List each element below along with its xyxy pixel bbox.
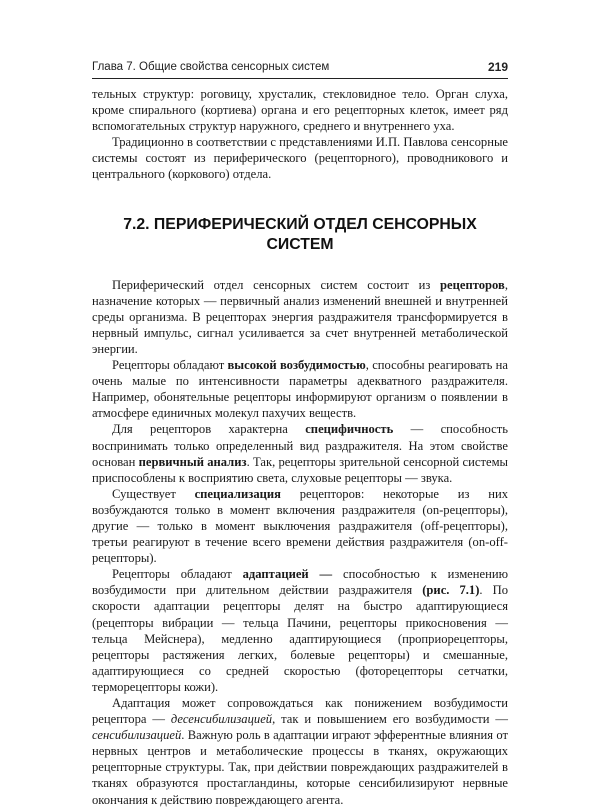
p8-text-c: , так и повышением его возбудимости — [272,712,508,727]
p7-text-c: способностью к изменению возбудимости при длительном действии раздражителя [92,567,508,598]
p4-term-excitability: высокой возбудимостью [227,358,366,373]
p8-term-desensitization: десенсибилизацией [170,712,273,727]
p6-text-a: Существует [112,486,195,501]
p7-text-a: Рецепторы обладают [112,567,243,582]
paragraph-8 [92,695,508,808]
p6-term-specialization: специализация [194,486,281,501]
paragraph-7 [92,566,508,695]
chapter-title: Глава 7. Общие свойства сенсорных систем [92,61,330,73]
p5-term-specificity: специфичность [305,422,394,437]
p8-text-e: . Важную роль в адаптации играют эфферентные влияния от нервных центров и метаболические процессы в тканях, окружающих рецепторные структуры. Так, при действии повреждающих раздражителей в тканях образуются простагландины, которые сенсибилизируют нервные окончания к действию повреждающего агента. [92,728,508,807]
paragraph-6 [92,486,508,566]
p3-text-a: Периферический отдел сенсорных систем состоит из [112,277,441,292]
p7-text-e: . По скорости адаптации рецепторы делят на быстро адаптирующиеся (рецепторы вибрации — тельца Пачини, рецепторы прикосновения — тельца Мейснера), медленно адаптирующиеся (проприорецепторы, рецепторы растяжения легких, болевые рецепторы) и смешанные, адаптирующиеся со средней скоростью (фоторецепторы сетчатки, терморецепторы кожи). [92,583,508,694]
paragraph-1: тельных структур: роговицу, хрусталик, стекловидное тело. Орган слуха, кроме спирального (кортиева) органа и его рецепторных клеток, имеет ряд вспомогательных структур наружного, среднего и внутреннего уха. [92,87,508,134]
p4-text-a: Рецепторы обладают [112,358,228,373]
p5-text-e: . Так, рецепторы зрительной сенсорной системы приспособлены к восприятию света, слуховые рецепторы — звука. [92,454,508,485]
p4-text-c: , способны реагировать на очень малые по интенсивности параметры адекватного раздражителя. Например, обонятельные рецепторы информируют организм о появлении в атмосфере единичных молекул пахучих веществ. [92,358,508,421]
section-heading: 7.2. ПЕРИФЕРИЧЕСКИЙ ОТДЕЛ СЕНСОРНЫХ СИСТЕМ [123,215,477,253]
p5-text-c: — способность воспринимать только определенный вид раздражителя. На этом свойстве основан [92,422,509,469]
paragraph-3 [92,277,508,357]
body-text [92,86,508,808]
p6-text-c: рецепторов: некоторые из них возбуждаются только в момент включения раздражителя (on-рецепторы), другие — только в момент выключения раздражителя (off-рецепторы), третьи реагируют в течение всего времени действия раздражителя (on-off-рецепторы). [92,486,509,566]
p3-text-c: , назначение которых — первичный анализ изменений внешней и внутренней среды организма. В рецепторах энергия раздражителя трансформируется в нервный импульс, сигнал усиливается за счет внутренней метаболической энергии. [92,277,508,356]
paragraph-4 [92,357,508,421]
p7-term-adaptation: адаптацией — [242,567,333,582]
running-header [92,60,508,79]
p7-figure-reference: (рис. 7.1) [422,583,480,598]
paragraph-2: Традиционно в соответствии с представлениями И.П. Павлова сенсорные системы состоят из периферического (рецепторного), проводникового и центрального (коркового) отдела. [92,135,508,182]
p8-text-a: Адаптация может сопровождаться как понижением возбудимости рецептора — [92,696,508,727]
p3-term-receptors: рецепторов [440,277,505,292]
p8-term-sensitization: сенсибилизацией [92,728,182,743]
p5-term-primary-analysis: первичный анализ [138,454,247,469]
paragraph-5 [92,421,508,485]
p5-text-a: Для рецепторов характерна [112,422,306,437]
page-number: 219 [487,60,508,74]
